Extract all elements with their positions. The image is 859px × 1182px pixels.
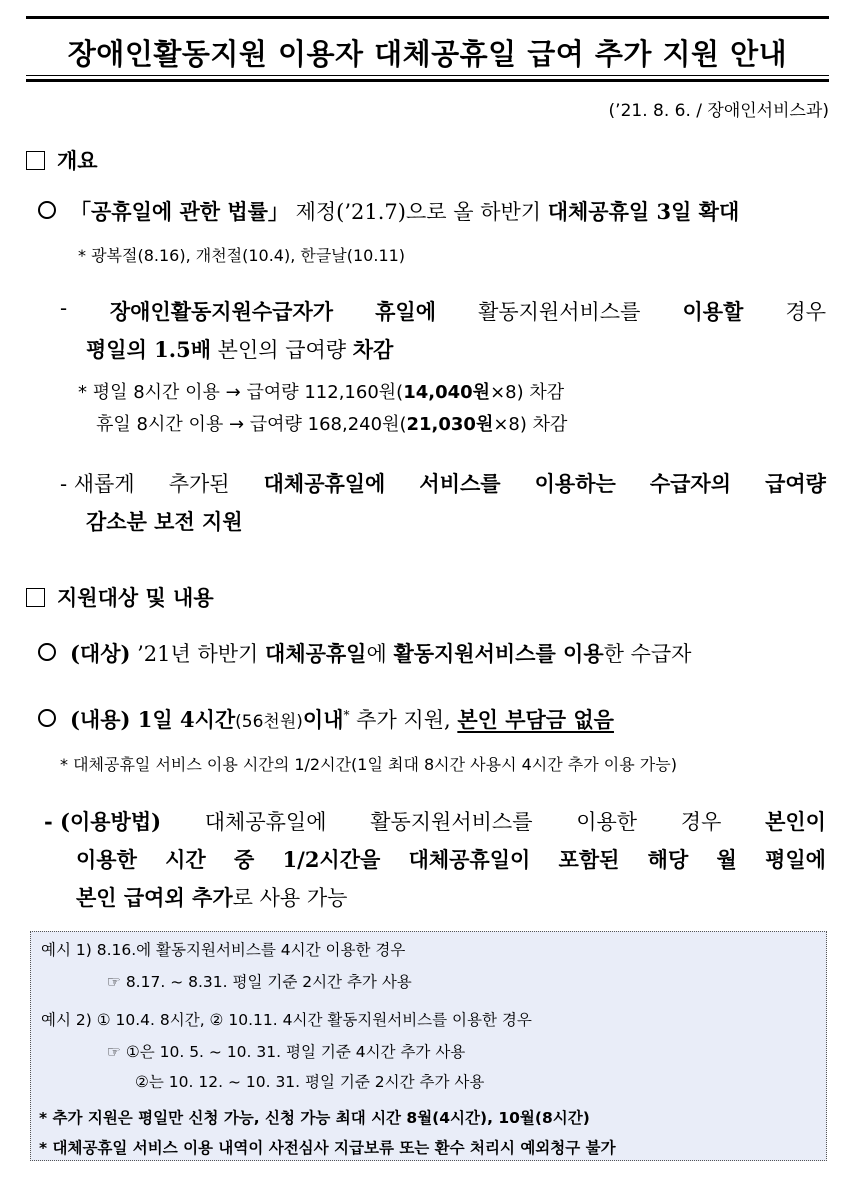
overview-dash-2-line-1: - 새롭게 추가된 대체공휴일에 서비스를 이용하는 수급자의 급여량 — [60, 471, 826, 496]
examples-note-1: * 추가 지원은 평일만 신청 가능, 신청 가능 최대 시간 8월(4시간), 10월(8시간) — [39, 1109, 590, 1127]
target-dash-line-1: - (이용방법) 대체공휴일에 활동지원서비스를 이용한 경우 본인이 — [44, 809, 826, 834]
circle-bullet-icon — [38, 201, 56, 219]
example-2-title: 예시 2) ① 10.4. 8시간, ② 10.11. 4시간 활동지원서비스를 이용한 경우 — [41, 1011, 532, 1029]
page-title: 장애인활동지원 이용자 대체공휴일 급여 추가 지원 안내 — [67, 37, 788, 71]
overview-note-2a: * 평일 8시간 이용 → 급여량 112,160원(14,040원×8) 차감 — [78, 382, 565, 403]
overview-dash-1-line-2: 평일의 1.5배 본인의 급여량 차감 — [86, 337, 394, 362]
title-box — [26, 16, 829, 82]
target-note: * 대체공휴일 서비스 이용 시간의 1/2시간(1일 최대 8시간 사용시 4시간 추가 이용 가능) — [60, 755, 677, 774]
target-bullet-2: (내용) 1일 4시간(56천원)이내* 추가 지원, 본인 부담금 없음 — [38, 704, 614, 734]
overview-note-1: * 광복절(8.16), 개천절(10.4), 한글날(10.11) — [78, 246, 406, 265]
example-1-detail: ☞ 8.17. ~ 8.31. 평일 기준 2시간 추가 사용 — [107, 973, 412, 991]
circle-bullet-icon — [38, 643, 56, 661]
example-1-title: 예시 1) 8.16.에 활동지원서비스를 4시간 이용한 경우 — [41, 941, 406, 959]
example-2-detail-1: ☞ ①은 10. 5. ~ 10. 31. 평일 기준 4시간 추가 사용 — [107, 1043, 466, 1061]
section-target-heading: 지원대상 및 내용 — [26, 582, 214, 612]
overview-note-2b: 휴일 8시간 이용 → 급여량 168,240원(21,030원×8) 차감 — [96, 414, 568, 435]
overview-dash-2-line-2: 감소분 보전 지원 — [86, 509, 243, 534]
circle-bullet-icon — [38, 709, 56, 727]
overview-bullet-1: 「공휴일에 관한 법률」 제정(’21.7)으로 올 하반기 대체공휴일 3일 확대 — [38, 196, 739, 226]
checkbox-square-icon — [26, 151, 45, 170]
checkbox-square-icon — [26, 588, 45, 607]
target-bullet-1: (대상) ’21년 하반기 대체공휴일에 활동지원서비스를 이용한 수급자 — [38, 638, 691, 668]
target-dash-line-2: 이용한 시간 중 1/2시간을 대체공휴일이 포함된 해당 월 평일에 — [76, 847, 826, 872]
examples-box — [30, 931, 827, 1161]
target-dash-line-3: 본인 급여외 추가로 사용 가능 — [76, 885, 348, 910]
date-line: (’21. 8. 6. / 장애인서비스과) — [608, 101, 829, 121]
example-2-detail-2: ②는 10. 12. ~ 10. 31. 평일 기준 2시간 추가 사용 — [135, 1073, 485, 1091]
examples-note-2: * 대체공휴일 서비스 이용 내역이 사전심사 지급보류 또는 환수 처리시 예외청구 불가 — [39, 1139, 616, 1157]
section-overview-heading: 개요 — [26, 145, 98, 175]
overview-dash-1-line-1: - 장애인활동지원수급자가 휴일에 활동지원서비스를 이용할 경우 — [60, 296, 826, 324]
